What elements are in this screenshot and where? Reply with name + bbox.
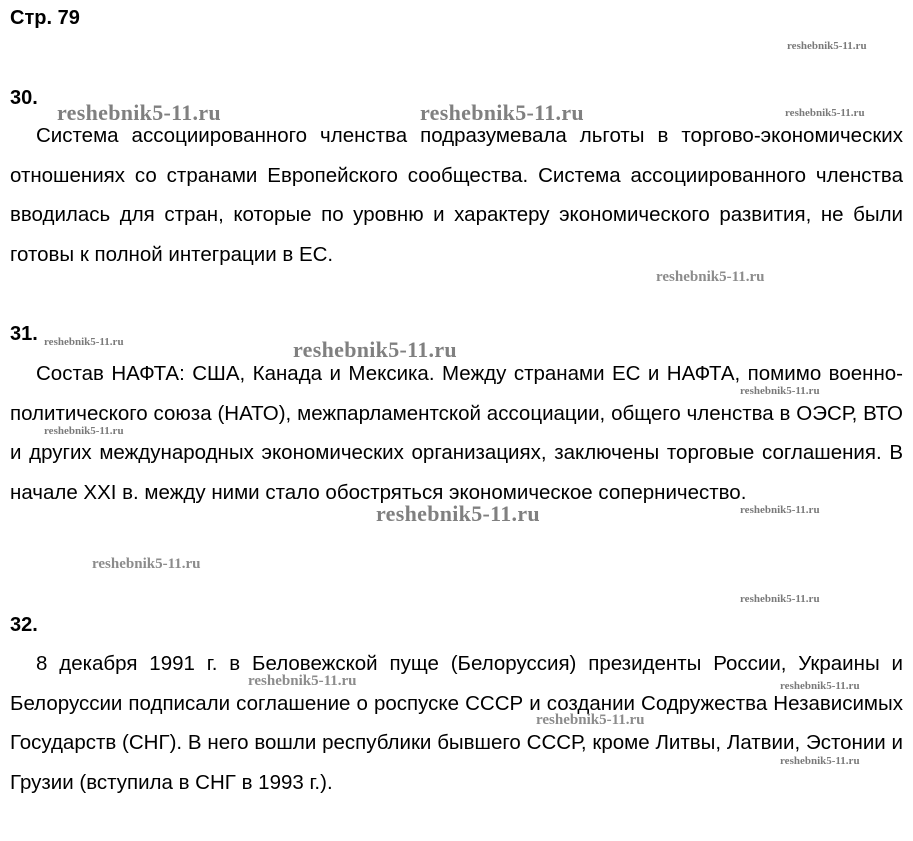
watermark: reshebnik5-11.ru [44, 425, 124, 437]
watermark: reshebnik5-11.ru [740, 504, 820, 516]
watermark: reshebnik5-11.ru [785, 107, 865, 119]
question-number-30: 30. [10, 87, 38, 109]
watermark: reshebnik5-11.ru [780, 680, 860, 692]
watermark: reshebnik5-11.ru [780, 755, 860, 767]
question-number-31: 31. [10, 323, 38, 345]
watermark: reshebnik5-11.ru [248, 673, 357, 689]
answer-text-32: 8 декабря 1991 г. в Беловежской пуще (Белоруссия) президенты России, Украины и Белоруссии подписали соглашение о роспуске СССР и создании Содружества Независимых Государств (СНГ). В него вошли республики бывшего СССР, кроме Литвы, Латвии, Эстонии и Грузии (вступила в СНГ в 1993 г.). [10, 652, 903, 794]
watermark: reshebnik5-11.ru [787, 40, 867, 52]
question-number-32: 32. [10, 614, 38, 636]
watermark: reshebnik5-11.ru [656, 269, 765, 285]
watermark: reshebnik5-11.ru [92, 556, 201, 572]
watermark: reshebnik5-11.ru [536, 712, 645, 728]
watermark: reshebnik5-11.ru [293, 337, 457, 362]
watermark: reshebnik5-11.ru [740, 385, 820, 397]
watermark: reshebnik5-11.ru [44, 336, 124, 348]
watermark: reshebnik5-11.ru [420, 100, 584, 125]
answer-text-31: Состав НАФТА: США, Канада и Мексика. Между странами ЕС и НАФТА, помимо военно-политического союза (НАТО), межпарламентской ассоциации, общего членства в ОЭСР, ВТО и других международных экономических организациях, заключены торговые соглашения. В начале XXI в. между ними стало обостряться экономическое соперничество. [10, 362, 903, 504]
watermark: reshebnik5-11.ru [376, 501, 540, 526]
watermark: reshebnik5-11.ru [57, 100, 221, 125]
watermark: reshebnik5-11.ru [740, 593, 820, 605]
page-title: Стр. 79 [10, 7, 80, 29]
answer-text-30: Система ассоциированного членства подразумевала льготы в торгово-экономических отношениях со странами Европейского сообщества. Система ассоциированного членства вводилась для стран, которые по уровню и характеру экономического развития, не были готовы к полной интеграции в ЕС. [10, 124, 903, 266]
